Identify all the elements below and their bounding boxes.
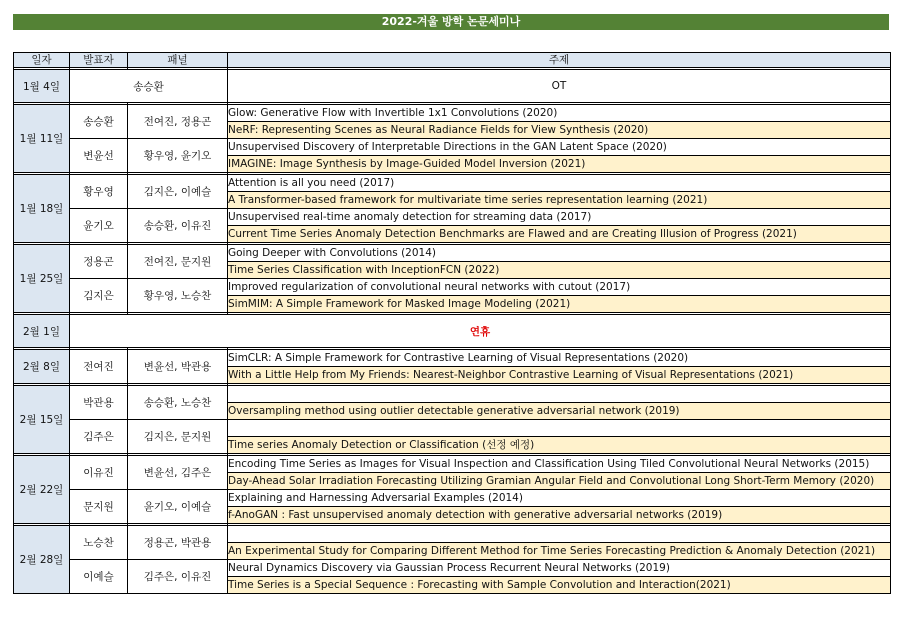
table-row [14, 279, 891, 296]
presenter-cell: 윤기오 [70, 209, 128, 243]
presenter-cell: 김주은 [70, 420, 128, 454]
panel-cell: 송승환, 노승찬 [128, 386, 228, 420]
presenter-cell: 김지은 [70, 279, 128, 313]
paper-title [228, 386, 891, 403]
panel-cell: 황우영, 노승찬 [128, 279, 228, 313]
table-row [14, 139, 891, 156]
panel-cell: 김주은, 이유진 [128, 560, 228, 594]
date-cell: 1월 11일 [14, 105, 70, 173]
date-cell: 1월 18일 [14, 175, 70, 243]
date-cell: 1월 4일 [14, 70, 70, 103]
table-row [14, 386, 891, 403]
seminar-title: 2022-겨울 방학 논문세미나 [13, 14, 889, 30]
paper-title [228, 526, 891, 543]
presenter-cell: 문지원 [70, 490, 128, 524]
seminar-schedule-table [13, 52, 891, 594]
topic-cell: OT [228, 70, 891, 103]
paper-title: IMAGINE: Image Synthesis by Image-Guided Model Inversion (2021) [228, 156, 891, 173]
header-topic: 주제 [228, 53, 891, 68]
paper-title: Time series Anomaly Detection or Classification (선정 예정) [228, 437, 891, 454]
date-cell: 2월 28일 [14, 526, 70, 594]
table-row [14, 209, 891, 226]
paper-title: SimMIM: A Simple Framework for Masked Image Modeling (2021) [228, 296, 891, 313]
table-row [14, 560, 891, 577]
paper-title: A Transformer-based framework for multivariate time series representation learning (2021) [228, 192, 891, 209]
panel-cell: 윤기오, 이예슬 [128, 490, 228, 524]
paper-title: f-AnoGAN : Fast unsupervised anomaly detection with generative adversarial networks (2019) [228, 507, 891, 524]
panel-cell: 전여진, 정용곤 [128, 105, 228, 139]
table-row [14, 456, 891, 473]
table-row [14, 175, 891, 192]
paper-title: Neural Dynamics Discovery via Gaussian Process Recurrent Neural Networks (2019) [228, 560, 891, 577]
presenter-cell: 노승찬 [70, 526, 128, 560]
presenter-cell: 이유진 [70, 456, 128, 490]
holiday-label: 연휴 [70, 315, 891, 348]
date-cell: 1월 25일 [14, 245, 70, 313]
panel-cell: 김지은, 문지원 [128, 420, 228, 454]
presenter-cell: 송승환 [70, 70, 228, 103]
table-row [14, 526, 891, 543]
panel-cell: 전여진, 문지원 [128, 245, 228, 279]
paper-title: SimCLR: A Simple Framework for Contrastive Learning of Visual Representations (2020) [228, 350, 891, 367]
paper-title: Encoding Time Series as Images for Visual Inspection and Classification Using Tiled Convolutional Neural Networks (2015) [228, 456, 891, 473]
header-row [14, 53, 891, 68]
panel-cell: 황우영, 윤기오 [128, 139, 228, 173]
paper-title: Time Series Classification with InceptionFCN (2022) [228, 262, 891, 279]
header-panel: 패널 [128, 53, 228, 68]
paper-title: With a Little Help from My Friends: Nearest-Neighbor Contrastive Learning of Visual Representations (2021) [228, 367, 891, 384]
paper-title: Glow: Generative Flow with Invertible 1x1 Convolutions (2020) [228, 105, 891, 122]
table-row [14, 70, 891, 103]
paper-title: Unsupervised real-time anomaly detection for streaming data (2017) [228, 209, 891, 226]
presenter-cell: 전여진 [70, 350, 128, 384]
date-cell: 2월 8일 [14, 350, 70, 384]
presenter-cell: 이예슬 [70, 560, 128, 594]
table-row [14, 315, 891, 348]
date-cell: 2월 15일 [14, 386, 70, 454]
paper-title [228, 420, 891, 437]
panel-cell: 정용곤, 박관용 [128, 526, 228, 560]
presenter-cell: 송승환 [70, 105, 128, 139]
presenter-cell: 정용곤 [70, 245, 128, 279]
paper-title: Current Time Series Anomaly Detection Benchmarks are Flawed and are Creating Illusion of Progress (2021) [228, 226, 891, 243]
paper-title: Time Series is a Special Sequence : Forecasting with Sample Convolution and Interaction(2021) [228, 577, 891, 594]
paper-title: Explaining and Harnessing Adversarial Examples (2014) [228, 490, 891, 507]
paper-title: Improved regularization of convolutional neural networks with cutout (2017) [228, 279, 891, 296]
presenter-cell: 박관용 [70, 386, 128, 420]
paper-title: Day-Ahead Solar Irradiation Forecasting Utilizing Gramian Angular Field and Convolutional Long Short-Term Memory (2020) [228, 473, 891, 490]
panel-cell: 송승환, 이유진 [128, 209, 228, 243]
table-row [14, 420, 891, 437]
paper-title: Attention is all you need (2017) [228, 175, 891, 192]
panel-cell: 변윤선, 박관용 [128, 350, 228, 384]
paper-title: NeRF: Representing Scenes as Neural Radiance Fields for View Synthesis (2020) [228, 122, 891, 139]
paper-title: Oversampling method using outlier detectable generative adversarial network (2019) [228, 403, 891, 420]
panel-cell: 변윤선, 김주은 [128, 456, 228, 490]
table-row [14, 105, 891, 122]
date-cell: 2월 1일 [14, 315, 70, 348]
paper-title: An Experimental Study for Comparing Different Method for Time Series Forecasting Prediction & Anomaly Detection (2021) [228, 543, 891, 560]
date-cell: 2월 22일 [14, 456, 70, 524]
header-date: 일자 [14, 53, 70, 68]
paper-title: Going Deeper with Convolutions (2014) [228, 245, 891, 262]
panel-cell: 김지은, 이예슬 [128, 175, 228, 209]
presenter-cell: 변윤선 [70, 139, 128, 173]
table-row [14, 490, 891, 507]
header-presenter: 발표자 [70, 53, 128, 68]
table-row [14, 245, 891, 262]
table-row [14, 350, 891, 367]
presenter-cell: 황우영 [70, 175, 128, 209]
paper-title: Unsupervised Discovery of Interpretable Directions in the GAN Latent Space (2020) [228, 139, 891, 156]
